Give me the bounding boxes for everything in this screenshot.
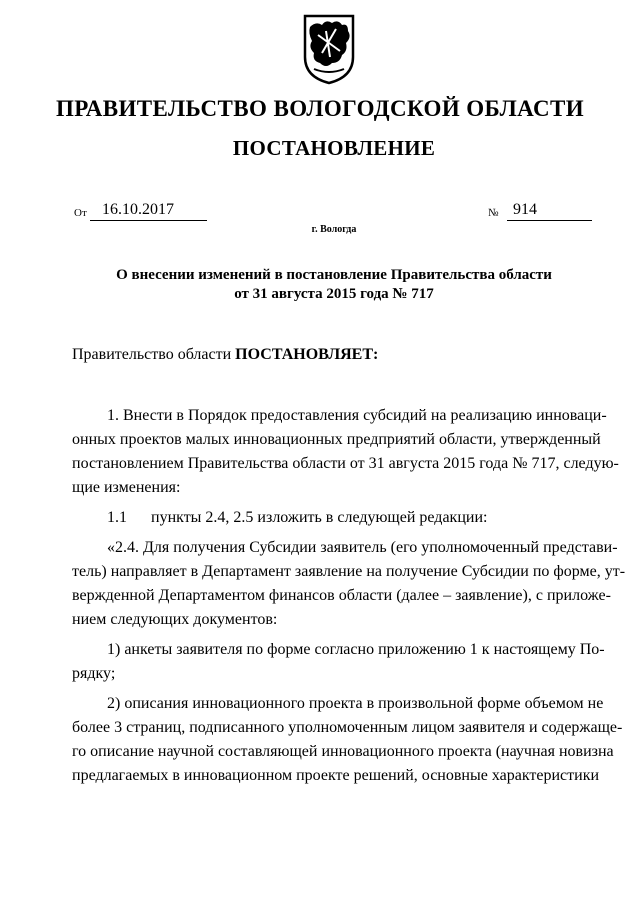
subject-line: от 31 августа 2015 года № 717 [234, 286, 434, 302]
paragraph-line: рядку; [72, 665, 116, 682]
coat-of-arms-emblem [302, 13, 356, 85]
document-date: 16.10.2017 [90, 201, 207, 221]
paragraph-line: 1) анкеты заявителя по форме согласно приложению 1 к настоящему По- [107, 641, 605, 658]
subject-line: О внесении изменений в постановление Правительства области [116, 267, 552, 283]
document-type: ПОСТАНОВЛЕНИЕ [232, 136, 436, 160]
city: г. Вологда [311, 224, 357, 235]
date-prefix: От [74, 207, 87, 219]
paragraph-line: постановлением Правительства области от 31 августа 2015 года № 717, следую- [72, 455, 619, 472]
paragraph-line: 2) описания инновационного проекта в произвольной форме объемом не [107, 695, 604, 712]
paragraph-line: вержденной Департаментом финансов области (далее – заявление), с приложе- [72, 587, 611, 604]
paragraph-line: тель) направляет в Департамент заявление на получение Субсидии по форме, ут- [72, 563, 626, 580]
number-sign: № [488, 207, 499, 219]
paragraph-line: онных проектов малых инновационных предприятий области, утвержденный [72, 431, 601, 448]
paragraph-line: предлагаемых в инновационном проекте решений, основные характеристики [72, 767, 600, 784]
document-subject [0, 266, 640, 304]
paragraph-line: 1. Внести в Порядок предоставления субсидий на реализацию инноваци- [107, 407, 607, 424]
paragraph-line: щие изменения: [72, 479, 181, 496]
paragraph-line: «2.4. Для получения Субсидии заявитель (его уполномоченный представи- [107, 539, 618, 556]
preamble-emphasis: ПОСТАНОВЛЯЕТ: [235, 346, 379, 363]
document-number: 914 [507, 201, 592, 221]
preamble [72, 346, 378, 364]
government-title: ПРАВИТЕЛЬСТВО ВОЛОГОДСКОЙ ОБЛАСТИ [55, 96, 585, 121]
paragraph-line: 1.1 пункты 2.4, 2.5 изложить в следующей редакции: [107, 509, 488, 526]
paragraph-line: го описание научной составляющей инновационного проекта (научная новизна [72, 743, 614, 760]
preamble-text: Правительство области [72, 346, 236, 363]
paragraph-line: нием следующих документов: [72, 611, 278, 628]
document-body [72, 404, 626, 788]
paragraph-line: более 3 страниц, подписанного уполномоченным лицом заявителя и содержаще- [72, 719, 623, 736]
